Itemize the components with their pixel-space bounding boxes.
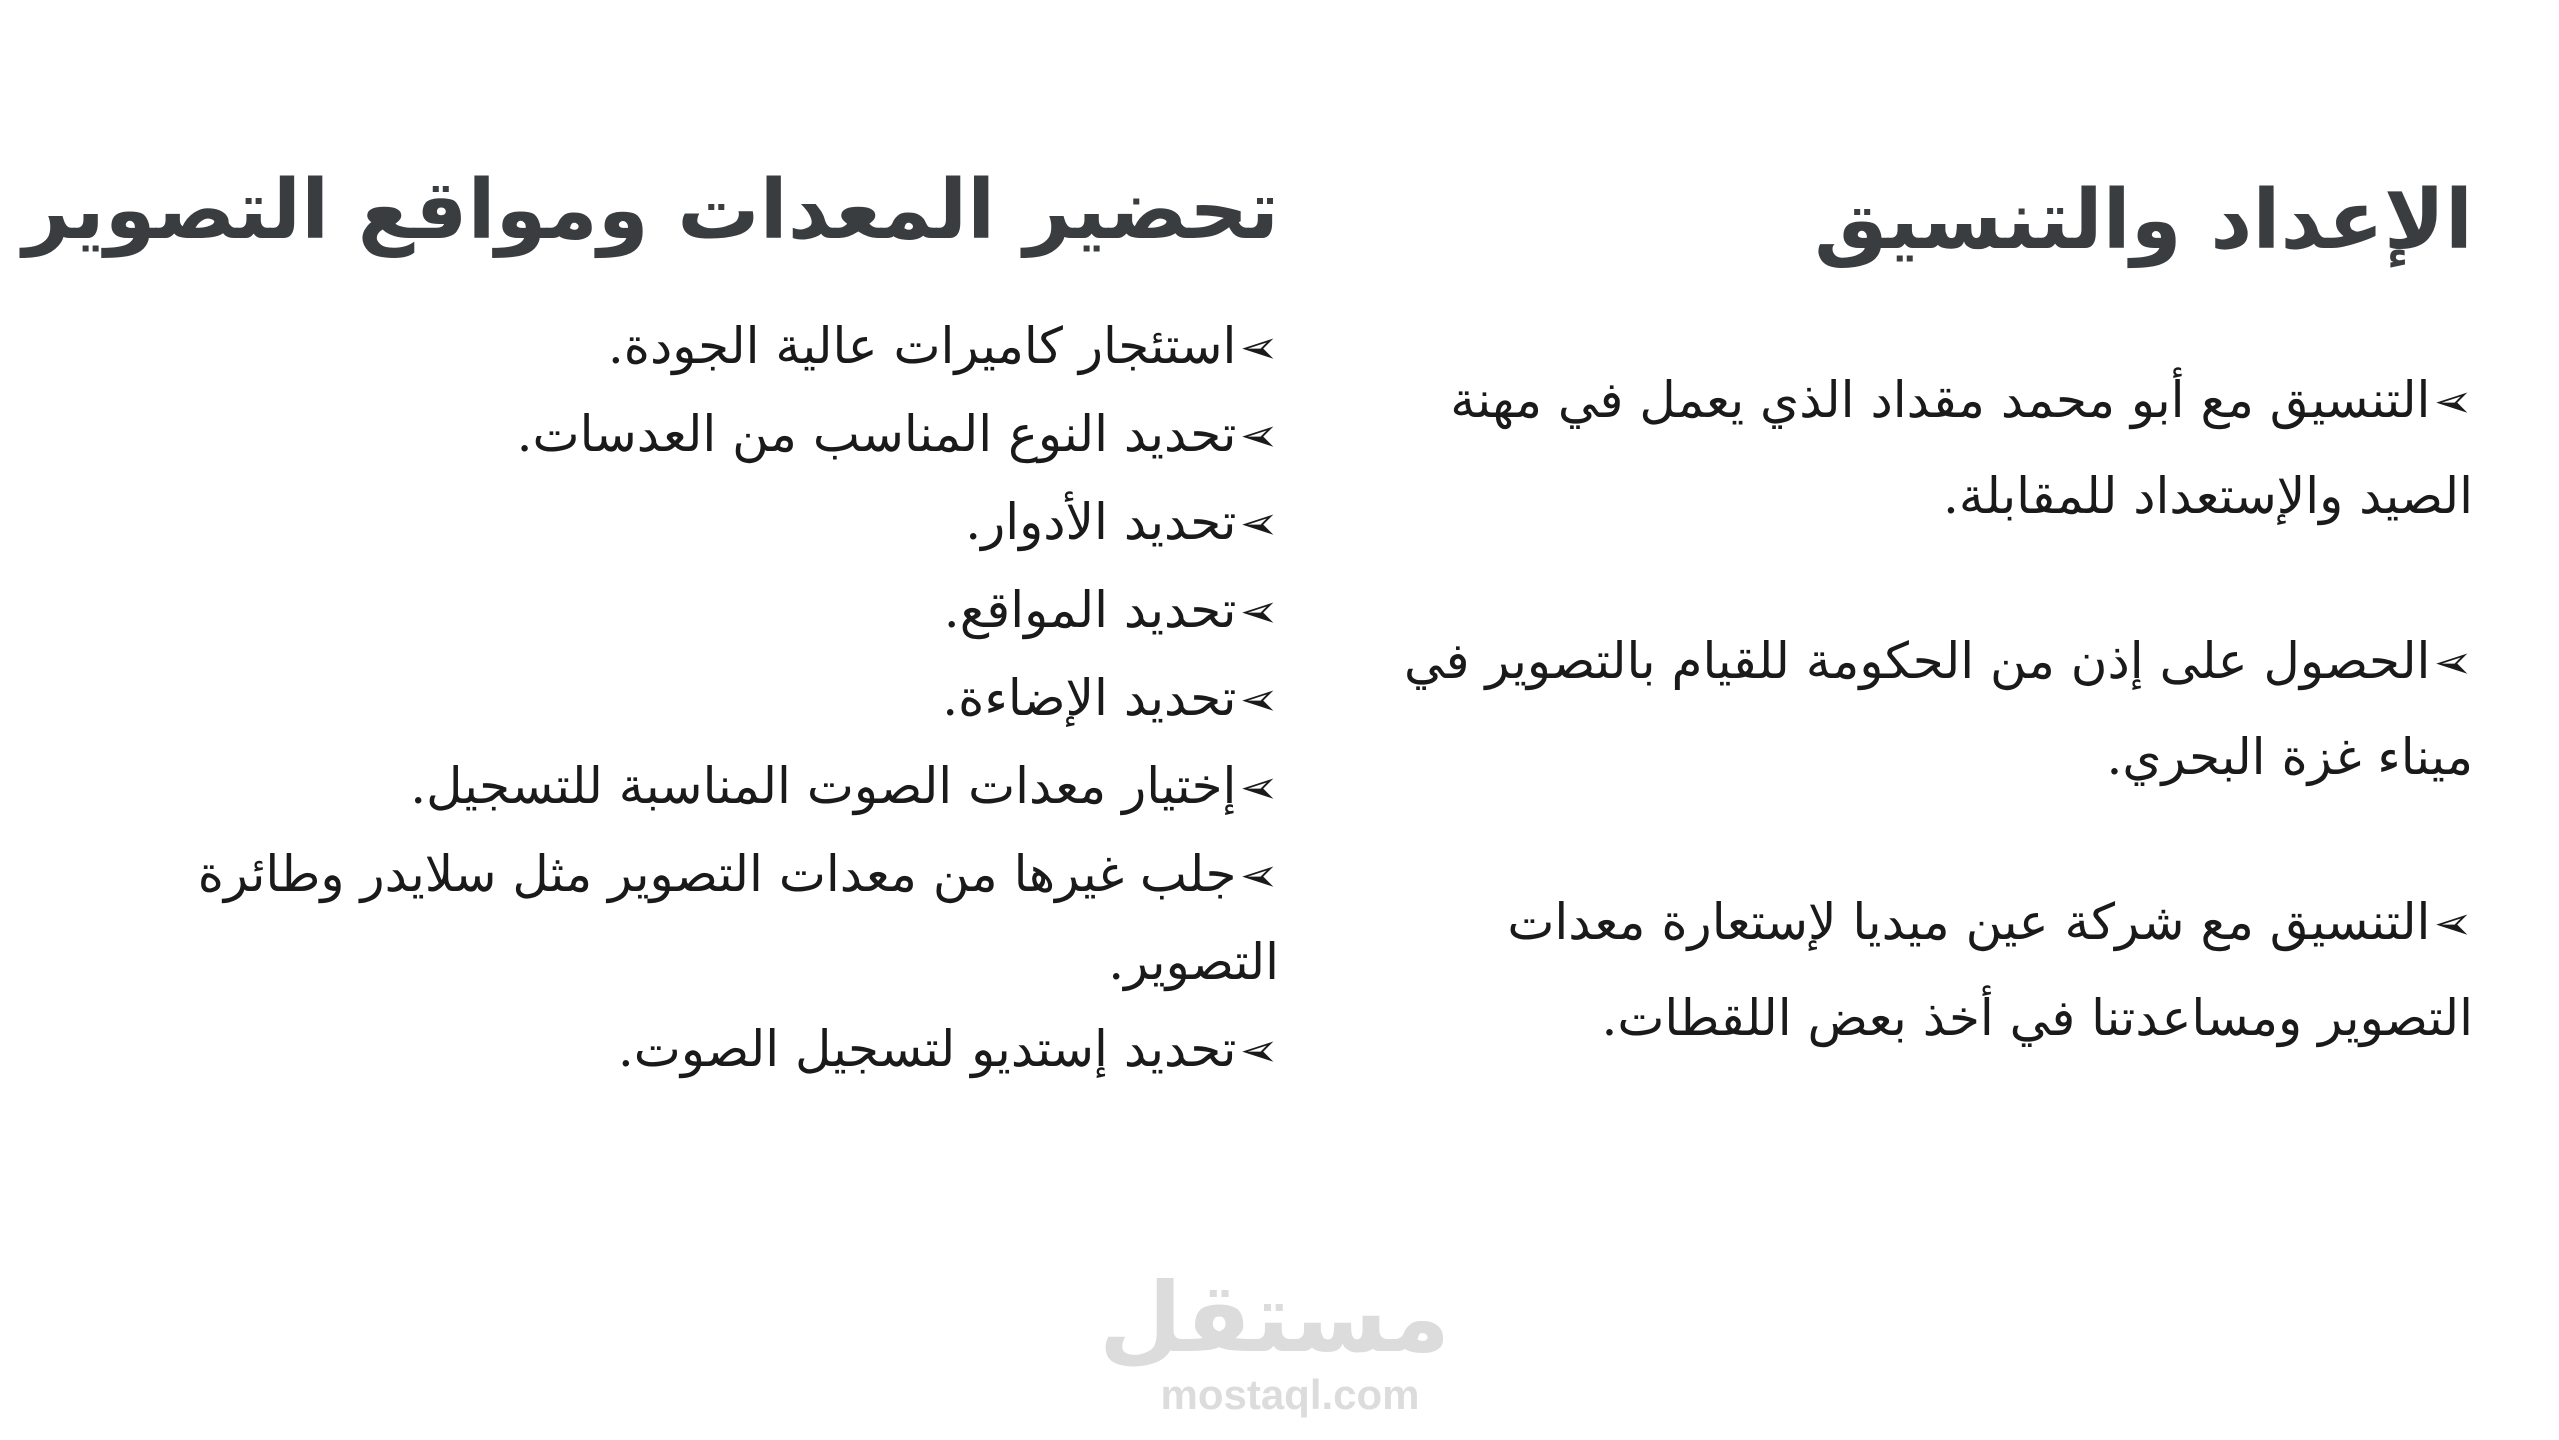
list-item [1373,353,2473,544]
list-item-text: الحصول على إذن من الحكومة للقيام بالتصوير في ميناء غزة البحري. [1403,631,2473,786]
watermark-url: mostaql.com [1160,1371,1420,1418]
arrow-bullet-icon: ➢ [2434,634,2473,689]
arrow-bullet-icon: ➢ [2434,895,2473,950]
list-item [1373,614,2473,805]
list-item [29,303,1279,391]
list-item-text: التنسيق مع أبو محمد مقداد الذي يعمل في مهنة الصيد والإستعداد للمقابلة. [1450,370,2473,525]
list-item-text: تحديد الأدوار. [965,492,1237,551]
arrow-bullet-icon: ➢ [2434,373,2473,428]
list-item [29,391,1279,479]
list-item-text: تحديد النوع المناسب من العدسات. [516,404,1237,463]
list-item-text: إختيار معدات الصوت المناسبة للتسجيل. [410,756,1237,815]
setup-coordination-title: الإعداد والتنسيق [1814,173,2473,268]
arrow-bullet-icon: ➢ [1240,1022,1279,1077]
arrow-bullet-icon: ➢ [1240,671,1279,726]
list-item-text: تحديد المواقع. [943,580,1237,639]
arrow-bullet-icon: ➢ [1240,847,1279,902]
arrow-bullet-icon: ➢ [1240,759,1279,814]
list-item-text: استئجار كاميرات عالية الجودة. [607,316,1237,375]
watermark-logo: مستقل [1098,1262,1450,1374]
equipment-locations-title: تحضير المعدات ومواقع التصوير [22,163,1279,258]
setup-coordination-section [1373,170,2473,1136]
list-item-text: تحديد إستديو لتسجيل الصوت. [617,1019,1237,1078]
equipment-locations-section [22,160,1279,1094]
list-item-text: التنسيق مع شركة عين ميديا لإستعارة معدات التصوير ومساعدتنا في أخذ بعض اللقطات. [1507,892,2473,1047]
mostaql-watermark [1098,1262,1450,1418]
arrow-bullet-icon: ➢ [1240,319,1279,374]
arrow-bullet-icon: ➢ [1240,407,1279,462]
list-item [29,743,1279,831]
setup-coordination-list [1373,353,2473,1066]
list-item [29,1006,1279,1094]
list-item [29,479,1279,567]
arrow-bullet-icon: ➢ [1240,495,1279,550]
list-item [29,831,1279,1006]
list-item [29,655,1279,743]
equipment-locations-list [29,303,1279,1094]
arrow-bullet-icon: ➢ [1240,583,1279,638]
list-item-text: جلب غيرها من معدات التصوير مثل سلايدر وطائرة التصوير. [197,844,1279,991]
list-item [1373,875,2473,1066]
list-item-text: تحديد الإضاءة. [942,668,1237,727]
list-item [29,567,1279,655]
